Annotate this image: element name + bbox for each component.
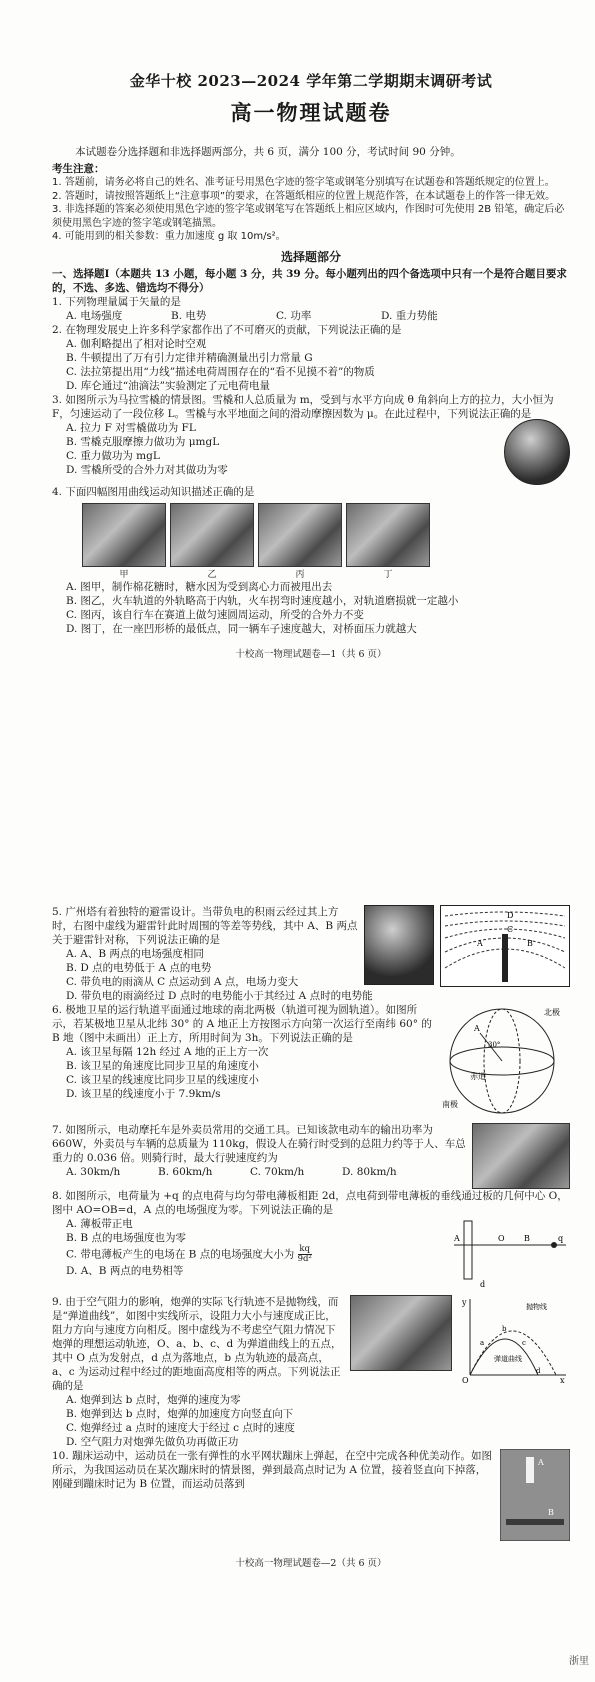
option: D. 该卫星的线速度小于 7.9km/s xyxy=(66,1088,221,1100)
option: D. 80km/h xyxy=(342,1166,397,1178)
polar-orbit-diagram xyxy=(440,1003,570,1119)
option-c-fraction xyxy=(298,1245,312,1264)
figure-label: 甲 xyxy=(119,569,129,580)
label-d: d xyxy=(536,1367,541,1375)
exam-title: 高一物理试题卷 xyxy=(230,100,392,125)
option: D. 空气阻力对炮弹先做负功再做正功 xyxy=(66,1436,239,1448)
sled-photo xyxy=(504,419,570,485)
option: A. 伽利略提出了相对论时空观 xyxy=(66,337,207,350)
option: A. 该卫星每隔 12h 经过 A 地的正上方一次 xyxy=(66,1046,269,1058)
option: A. 电场强度 xyxy=(66,309,123,322)
question-7-options xyxy=(52,1165,466,1179)
page-two xyxy=(52,905,570,1569)
section-title: 选择题部分 xyxy=(280,249,341,264)
exam-header: 金华十校 2023—2024 学年第二学期期末调研考试 xyxy=(129,72,493,90)
label-origin: O xyxy=(462,1376,469,1383)
question-5-figures xyxy=(364,905,570,987)
option: D. 图丁，在一座凹形桥的最低点，同一辆车子速度越大，对桥面压力就越大 xyxy=(66,622,417,635)
label-b: B xyxy=(548,1508,554,1517)
option: C. 法拉第提出用“力线”描述电荷周围存在的“看不见摸不着”的物质 xyxy=(66,365,375,378)
label-c: C xyxy=(507,925,514,934)
option: C. 炮弹经过 a 点时的速度大于经过 c 点时的速度 xyxy=(66,1422,295,1434)
option: A. 拉力 F 对雪橇做功为 FL xyxy=(66,421,196,434)
trajectory-diagram xyxy=(460,1295,570,1383)
cyclist-photo xyxy=(258,503,342,567)
page-footer: 十校高一物理试题卷—2（共 6 页） xyxy=(235,1558,387,1569)
figure-label: 丙 xyxy=(295,569,305,580)
option: C. 图丙，该自行车在赛道上做匀速圆周运动，所受的合外力不变 xyxy=(66,608,364,621)
option: D. 带负电的雨滴经过 D 点时的电势能小于其经过 A 点时的电势能 xyxy=(66,990,373,1002)
label-q: q xyxy=(558,1234,564,1243)
label-x: x xyxy=(560,1376,565,1383)
notice-title: 考生注意： xyxy=(52,163,105,175)
question-9-figures xyxy=(350,1295,570,1383)
part-title: 一、选择题Ⅰ（本题共 13 小题，每小题 3 分，共 39 分。每小题列出的四个备选项中只有一个是符合题目要求的，不选、多选、错选均不得分） xyxy=(52,267,567,294)
notice-2: 2. 答题时，请按照答题纸上“注意事项”的要求，在答题纸相应的位置上规范作答，在本试题卷上的作答一律无效。 xyxy=(52,190,556,202)
option: C. 带负电的雨滴从 C 点运动到 A 点，电场力变大 xyxy=(66,976,299,988)
bridge-photo xyxy=(346,503,430,567)
notice-1: 1. 答题前，请务必将自己的姓名、准考证号用黑色字迹的签字笔或钢笔分别填写在试题卷和答题纸规定的位置上。 xyxy=(52,177,555,188)
figure-label: 丁 xyxy=(383,569,393,580)
question-1-stem: 1. 下列物理量属于矢量的是 xyxy=(52,295,181,308)
label-y: y xyxy=(462,1298,467,1307)
option: D. 库仑通过“油滴法”实验测定了元电荷电量 xyxy=(66,379,270,392)
fraction-denominator: 9d² xyxy=(297,1254,312,1264)
label-parabola: 抛物线 xyxy=(526,1303,547,1311)
figure-ding xyxy=(346,503,430,580)
figure-bing xyxy=(258,503,342,580)
question-1-options xyxy=(52,309,570,323)
option: D. A、B 两点的电势相等 xyxy=(66,1265,184,1277)
option: D. 重力势能 xyxy=(381,309,438,322)
option: D. 雪橇所受的合外力对其做功为零 xyxy=(66,463,228,476)
question-6-stem: 6. 极地卫星的运行轨道平面通过地球的南北两极（轨道可视为圆轨道）。如图所示，若某极地卫星从北纬 30° 的 A 地正上方按图示方向第一次运行至南纬 60° 的 B 地（图中未画出）正上方，所用时间为 3h。下列说法正确的是 xyxy=(52,1004,432,1044)
question-8-figure xyxy=(450,1217,570,1295)
figure-jia xyxy=(82,503,166,580)
question-3-stem: 3. 如图所示为马拉雪橇的情景图。雪橇和人总质量为 m，受到与水平方向成 θ 角斜向上方的拉力，大小恒为 F，匀速运动了一段位移 L。雪橇与水平地面之间的滑动摩擦因数为 μ。在此过程中，下列说法正确的是 xyxy=(52,393,554,420)
option: C. 功率 xyxy=(276,309,312,322)
label-b: B xyxy=(527,939,533,948)
option: A. 图甲，制作棉花糖时，糖水因为受到离心力而被甩出去 xyxy=(66,580,333,593)
question-5-stem: 5. 广州塔有着独特的避雷设计。当带负电的积雨云经过其上方时，右图中虚线为避雷针此时周围的等差等势线，其中 A、B 两点关于避雷针对称，下列说法正确的是 xyxy=(52,906,358,946)
label-b: b xyxy=(502,1325,507,1333)
notice-4: 4. 可能用到的相关参数：重力加速度 g 取 10m/s²。 xyxy=(52,231,286,242)
question-9-stem: 9. 由于空气阻力的影响，炮弹的实际飞行轨迹不是抛物线，而是“弹道曲线”，如图中实线所示，设阻力大小与速度成正比，阻力方向与速度方向相反。图中虚线为不考虑空气阻力情况下炮弹的理想运动轨迹，O、a、b、c、d 为弹道曲线上的五点，其中 O 点为发射点，d 点为落地点，b 点为轨迹的最高点，a、c 为运动过程中经过的距地面高度相等的两点。下列说法正确的是 xyxy=(52,1296,342,1392)
trampoline-photo xyxy=(500,1449,570,1541)
watermark-text: 浙里 xyxy=(569,1656,589,1667)
lightning-photo xyxy=(364,905,434,985)
option: C. 该卫星的线速度比同步卫星的线速度小 xyxy=(66,1074,259,1086)
label-equator: 赤道 xyxy=(470,1072,486,1081)
question-2-stem: 2. 在物理发展史上许多科学家都作出了不可磨灭的贡献，下列说法正确的是 xyxy=(52,323,402,336)
page-one xyxy=(52,70,570,660)
notice-3: 3. 非选择题的答案必须使用黑色字迹的签字笔或钢笔写在答题纸上相应区域内，作图时可先使用 2B 铅笔，确定后必须使用黑色字迹的签字笔或钢笔描黑。 xyxy=(52,204,565,229)
label-d: D xyxy=(507,911,514,920)
option: B. 雪橇克服摩擦力做功为 μmgL xyxy=(66,435,220,448)
option: A. 炮弹到达 b 点时，炮弹的速度为零 xyxy=(66,1394,241,1406)
cannon-photo xyxy=(350,1295,452,1371)
label-south-pole: 南极 xyxy=(442,1100,458,1109)
question-10-stem: 10. 蹦床运动中，运动员在一张有弹性的水平网状蹦床上弹起，在空中完成各种优美动作。如图所示，为我国运动员在某次蹦床时的情景图，弹到最高点时记为 A 位置，接着竖直向下掉落，刚碰到蹦床时记为 B 位置，而运动员落到 xyxy=(52,1450,493,1490)
option: C. 70km/h xyxy=(250,1166,305,1178)
exam-intro: 本试题卷分选择题和非选择题两部分，共 6 页，满分 100 分，考试时间 90 分钟。 xyxy=(75,146,461,158)
charged-plate-diagram xyxy=(450,1217,570,1291)
option: B. 该卫星的角速度比同步卫星的角速度小 xyxy=(66,1060,259,1072)
option-c-text: C. 带电薄板产生的电场在 B 点的电场强度大小为 xyxy=(66,1248,295,1261)
option: B. B 点的电场强度也为零 xyxy=(66,1232,186,1244)
fraction-numerator: kq xyxy=(299,1244,310,1254)
label-c: c xyxy=(522,1339,526,1347)
question-8-stem: 8. 如图所示，电荷量为 +q 的点电荷与均匀带电薄板相距 2d，点电荷到带电薄板的垂线通过板的几何中心 O，图中 AO=OB=d，A 点的电场强度为零。下列说法正确的是 xyxy=(52,1190,568,1216)
label-d: d xyxy=(480,1280,486,1289)
figure-label: 乙 xyxy=(207,569,217,580)
cotton-candy-photo xyxy=(82,503,166,567)
question-10-figure xyxy=(500,1449,570,1545)
label-ballistic-curve: 弹道曲线 xyxy=(494,1355,522,1363)
option: B. D 点的电势低于 A 点的电势 xyxy=(66,962,212,974)
page-footer: 十校高一物理试题卷—1（共 6 页） xyxy=(235,648,387,660)
option: A. A、B 两点的电场强度相同 xyxy=(66,948,204,960)
option: B. 60km/h xyxy=(158,1166,213,1178)
option: B. 电势 xyxy=(171,309,207,322)
question-4-stem: 4. 下面四幅图用曲线运动知识描述正确的是 xyxy=(52,485,255,498)
label-north-pole: 北极 xyxy=(544,1008,560,1017)
curve-motion-figures xyxy=(82,503,570,580)
option: C. 重力做功为 mgL xyxy=(66,449,160,462)
scooter-photo xyxy=(472,1123,570,1189)
train-photo xyxy=(170,503,254,567)
option: B. 炮弹到达 b 点时，炮弹的加速度方向竖直向下 xyxy=(66,1408,294,1420)
question-7-stem: 7. 如图所示，电动摩托车是外卖员常用的交通工具。已知该款电动车的输出功率为 660W，外卖员与车辆的总质量为 110kg，假设人在骑行时受到的总阻力约等于人、车总重力的 0.036 倍。则骑行时，最大行驶速度约为 xyxy=(52,1124,466,1164)
label-a: A xyxy=(538,1458,544,1467)
label-a: a xyxy=(480,1339,485,1347)
figure-yi xyxy=(170,503,254,580)
option: A. 30km/h xyxy=(66,1166,121,1178)
label-b: B xyxy=(524,1234,530,1243)
question-6-figure xyxy=(440,1003,570,1123)
label-a: A xyxy=(454,1234,460,1243)
equipotential-diagram xyxy=(440,905,570,987)
option: A. 薄板带正电 xyxy=(66,1218,133,1230)
option: B. 牛顿提出了万有引力定律并精确测量出引力常量 G xyxy=(66,351,313,364)
label-point-a: A xyxy=(474,1024,480,1033)
option: B. 图乙，火车轨道的外轨略高于内轨，火车拐弯时速度越小，对轨道磨损就一定越小 xyxy=(66,594,459,607)
label-angle: 30° xyxy=(488,1041,501,1049)
label-a: A xyxy=(477,939,483,948)
label-o: O xyxy=(498,1234,505,1243)
